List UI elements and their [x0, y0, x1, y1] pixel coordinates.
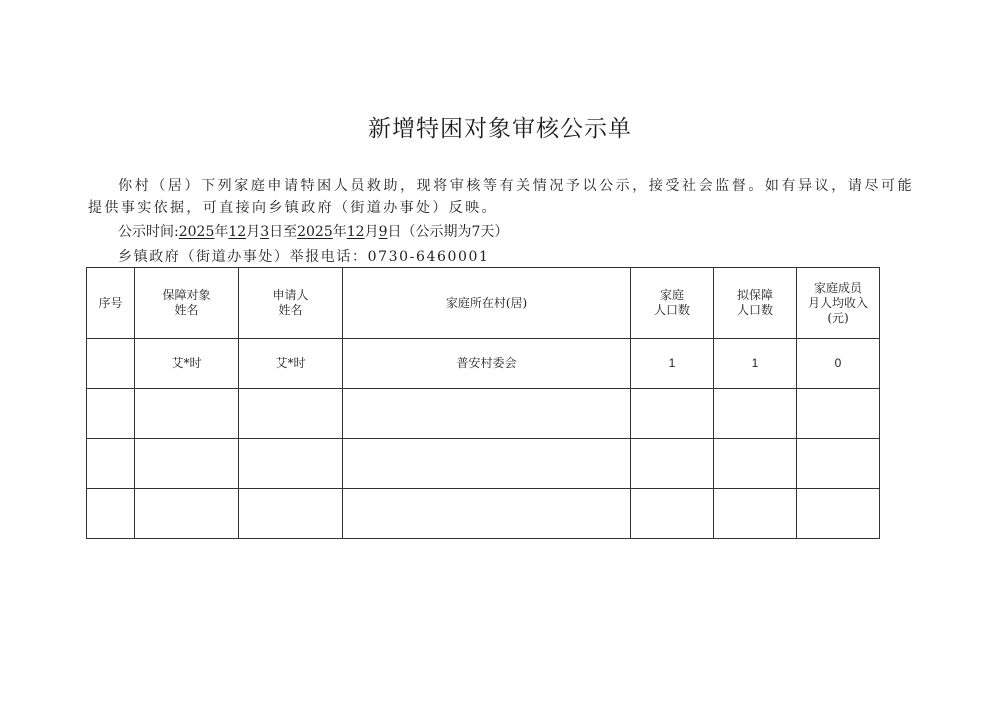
- cell-planned-size: [714, 439, 797, 489]
- cell-applicant-name: [239, 439, 343, 489]
- report-phone-line: 乡镇政府（街道办事处）举报电话：0730-6460001: [118, 249, 490, 265]
- cell-avg-income: 0: [797, 339, 880, 389]
- year-char-2: 年: [332, 224, 347, 240]
- header-applicant-name: 申请人 姓名: [239, 268, 343, 339]
- notice-text: 你村（居）下列家庭申请特困人员救助，现将审核等有关情况予以公示，接受社会监督。如有异议，请尽可能提供事实依据，可直接向乡镇政府（街道办事处）反映。: [88, 178, 914, 216]
- start-year: 2025: [178, 224, 215, 240]
- cell-avg-income: [797, 439, 880, 489]
- cell-household-size: 1: [631, 339, 714, 389]
- day-char: 日至: [269, 224, 298, 240]
- cell-applicant-name: [239, 489, 343, 539]
- header-planned-size: 拟保障 人口数: [714, 268, 797, 339]
- cell-object-name: 艾*时: [135, 339, 239, 389]
- end-year: 2025: [297, 224, 333, 240]
- cell-planned-size: 1: [714, 339, 797, 389]
- cell-index: [87, 489, 135, 539]
- cell-household-size: [631, 439, 714, 489]
- header-object-name: 保障对象 姓名: [135, 268, 239, 339]
- end-day: 9: [378, 224, 388, 240]
- page-title: 新增特困对象审核公示单: [368, 116, 632, 142]
- table-row: [87, 339, 880, 389]
- month-char-2: 月: [364, 224, 379, 240]
- table-header-row: [87, 268, 880, 339]
- cell-village: [343, 389, 631, 439]
- header-household-size: 家庭 人口数: [631, 268, 714, 339]
- period-prefix: 公示时间:: [118, 224, 179, 240]
- cell-village: 普安村委会: [343, 339, 631, 389]
- cell-planned-size: [714, 389, 797, 439]
- table-row: [87, 489, 880, 539]
- cell-village: [343, 439, 631, 489]
- table-row: [87, 389, 880, 439]
- header-avg-income: 家庭成员 月人均收入 (元): [797, 268, 880, 339]
- cell-index: [87, 439, 135, 489]
- cell-avg-income: [797, 489, 880, 539]
- cell-object-name: [135, 439, 239, 489]
- cell-avg-income: [797, 389, 880, 439]
- notice-paragraph: [88, 175, 914, 219]
- cell-applicant-name: [239, 389, 343, 439]
- cell-index: [87, 389, 135, 439]
- notice-period: [118, 221, 508, 241]
- cell-object-name: [135, 489, 239, 539]
- cell-household-size: [631, 489, 714, 539]
- cell-household-size: [631, 389, 714, 439]
- header-index: 序号: [87, 268, 135, 339]
- cell-object-name: [135, 389, 239, 439]
- applicant-table: [86, 267, 880, 539]
- end-month: 12: [346, 224, 365, 240]
- cell-applicant-name: 艾*时: [239, 339, 343, 389]
- table-row: [87, 439, 880, 489]
- cell-village: [343, 489, 631, 539]
- cell-planned-size: [714, 489, 797, 539]
- year-char: 年: [214, 224, 229, 240]
- end-suffix: 日（公示期为7天）: [387, 224, 509, 240]
- cell-index: [87, 339, 135, 389]
- start-month: 12: [228, 224, 247, 240]
- month-char: 月: [246, 224, 261, 240]
- start-day: 3: [260, 224, 270, 240]
- header-village: 家庭所在村(居): [343, 268, 631, 339]
